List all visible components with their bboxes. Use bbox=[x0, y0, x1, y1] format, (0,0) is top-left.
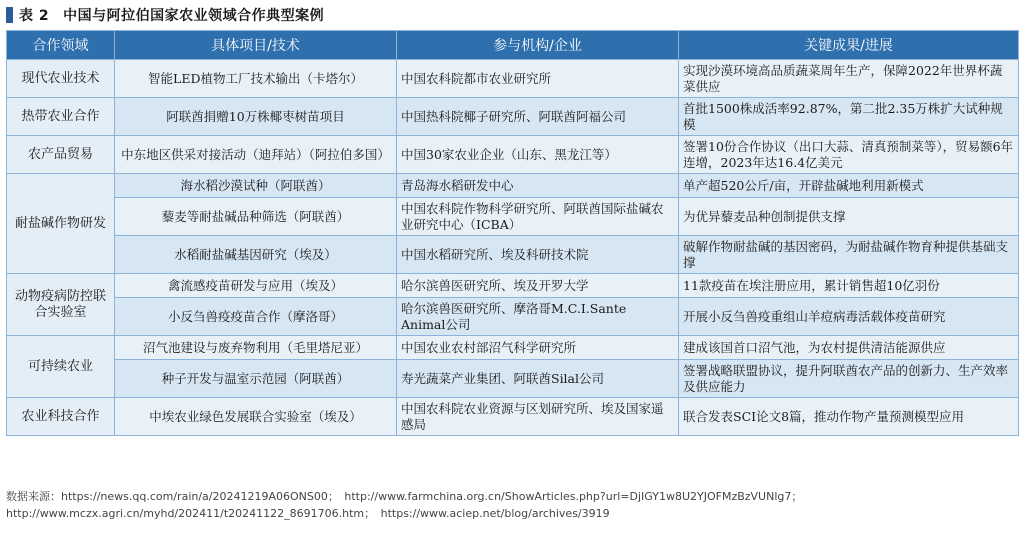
org-cell: 中国水稻研究所、埃及科研技术院 bbox=[397, 236, 679, 274]
table-number: 表 2 bbox=[19, 8, 50, 24]
header-org: 参与机构/企业 bbox=[397, 31, 679, 60]
field-cell: 现代农业技术 bbox=[7, 60, 115, 98]
project-cell: 智能LED植物工厂技术输出（卡塔尔） bbox=[115, 60, 397, 98]
result-cell: 破解作物耐盐碱的基因密码，为耐盐碱作物育种提供基础支撑 bbox=[679, 236, 1019, 274]
org-cell: 中国农科院作物科学研究所、阿联酋国际盐碱农业研究中心（ICBA） bbox=[397, 198, 679, 236]
table-row bbox=[7, 60, 1019, 98]
field-cell: 可持续农业 bbox=[7, 336, 115, 398]
project-cell: 中埃农业绿色发展联合实验室（埃及） bbox=[115, 398, 397, 436]
table-row bbox=[7, 274, 1019, 298]
field-cell: 耐盐碱作物研发 bbox=[7, 174, 115, 274]
header-project: 具体项目/技术 bbox=[115, 31, 397, 60]
project-cell: 阿联酋捐赠10万株椰枣树苗项目 bbox=[115, 98, 397, 136]
result-cell: 单产超520公斤/亩，开辟盐碱地利用新模式 bbox=[679, 174, 1019, 198]
table-row bbox=[7, 98, 1019, 136]
data-source-note: 数据来源：https://news.qq.com/rain/a/20241219A06ONS00； http://www.farmchina.org.cn/ShowArticles.php?url=DjIGY1w8U2YJOFMzBzVUNlg7；http://www.mczx.agri.cn/myhd/202411/t20241122_8691706.htm； https://www.aciep.net/blog/archives/3919 bbox=[6, 490, 803, 520]
table-row bbox=[7, 360, 1019, 398]
result-cell: 实现沙漠环境高品质蔬菜周年生产，保障2022年世界杯蔬菜供应 bbox=[679, 60, 1019, 98]
table-row bbox=[7, 336, 1019, 360]
table-row bbox=[7, 136, 1019, 174]
result-cell: 为优异藜麦品种创制提供支撑 bbox=[679, 198, 1019, 236]
result-cell: 签署10份合作协议（出口大蒜、清真预制菜等），贸易额6年连增，2023年达16.4亿美元 bbox=[679, 136, 1019, 174]
project-cell: 藜麦等耐盐碱品种筛选（阿联酋） bbox=[115, 198, 397, 236]
table-row bbox=[7, 298, 1019, 336]
project-cell: 海水稻沙漠试种（阿联酋） bbox=[115, 174, 397, 198]
project-cell: 中东地区供采对接活动（迪拜站）（阿拉伯多国） bbox=[115, 136, 397, 174]
title-marker bbox=[6, 7, 13, 23]
result-cell: 建成该国首口沼气池，为农村提供清洁能源供应 bbox=[679, 336, 1019, 360]
org-cell: 哈尔滨兽医研究所、埃及开罗大学 bbox=[397, 274, 679, 298]
result-cell: 首批1500株成活率92.87%，第二批2.35万株扩大试种规模 bbox=[679, 98, 1019, 136]
result-cell: 签署战略联盟协议，提升阿联酋农产品的创新力、生产效率及供应能力 bbox=[679, 360, 1019, 398]
org-cell: 中国30家农业企业（山东、黑龙江等） bbox=[397, 136, 679, 174]
table-row bbox=[7, 236, 1019, 274]
org-cell: 哈尔滨兽医研究所、摩洛哥M.C.I.Sante Animal公司 bbox=[397, 298, 679, 336]
field-cell: 农产品贸易 bbox=[7, 136, 115, 174]
header-field: 合作领域 bbox=[7, 31, 115, 60]
org-cell: 中国农科院农业资源与区划研究所、埃及国家遥感局 bbox=[397, 398, 679, 436]
org-cell: 中国农业农村部沼气科学研究所 bbox=[397, 336, 679, 360]
org-cell: 中国农科院都市农业研究所 bbox=[397, 60, 679, 98]
table-row bbox=[7, 198, 1019, 236]
org-cell: 青岛海水稻研发中心 bbox=[397, 174, 679, 198]
result-cell: 11款疫苗在埃注册应用，累计销售超10亿羽份 bbox=[679, 274, 1019, 298]
project-cell: 水稻耐盐碱基因研究（埃及） bbox=[115, 236, 397, 274]
table-caption: 中国与阿拉伯国家农业领域合作典型案例 bbox=[63, 8, 325, 24]
table-row bbox=[7, 398, 1019, 436]
header-row bbox=[7, 31, 1019, 60]
project-cell: 禽流感疫苗研发与应用（埃及） bbox=[115, 274, 397, 298]
field-cell: 热带农业合作 bbox=[7, 98, 115, 136]
table-row bbox=[7, 174, 1019, 198]
project-cell: 种子开发与温室示范园（阿联酋） bbox=[115, 360, 397, 398]
org-cell: 中国热科院椰子研究所、阿联酋阿福公司 bbox=[397, 98, 679, 136]
org-cell: 寿光蔬菜产业集团、阿联酋Silal公司 bbox=[397, 360, 679, 398]
result-cell: 联合发表SCI论文8篇，推动作物产量预测模型应用 bbox=[679, 398, 1019, 436]
case-table bbox=[6, 30, 1018, 436]
table-title bbox=[6, 4, 324, 26]
project-cell: 小反刍兽疫疫苗合作（摩洛哥） bbox=[115, 298, 397, 336]
header-result: 关键成果/进展 bbox=[679, 31, 1019, 60]
result-cell: 开展小反刍兽疫重组山羊痘病毒活载体疫苗研究 bbox=[679, 298, 1019, 336]
field-cell: 动物疫病防控联合实验室 bbox=[7, 274, 115, 336]
field-cell: 农业科技合作 bbox=[7, 398, 115, 436]
project-cell: 沼气池建设与废弃物利用（毛里塔尼亚） bbox=[115, 336, 397, 360]
